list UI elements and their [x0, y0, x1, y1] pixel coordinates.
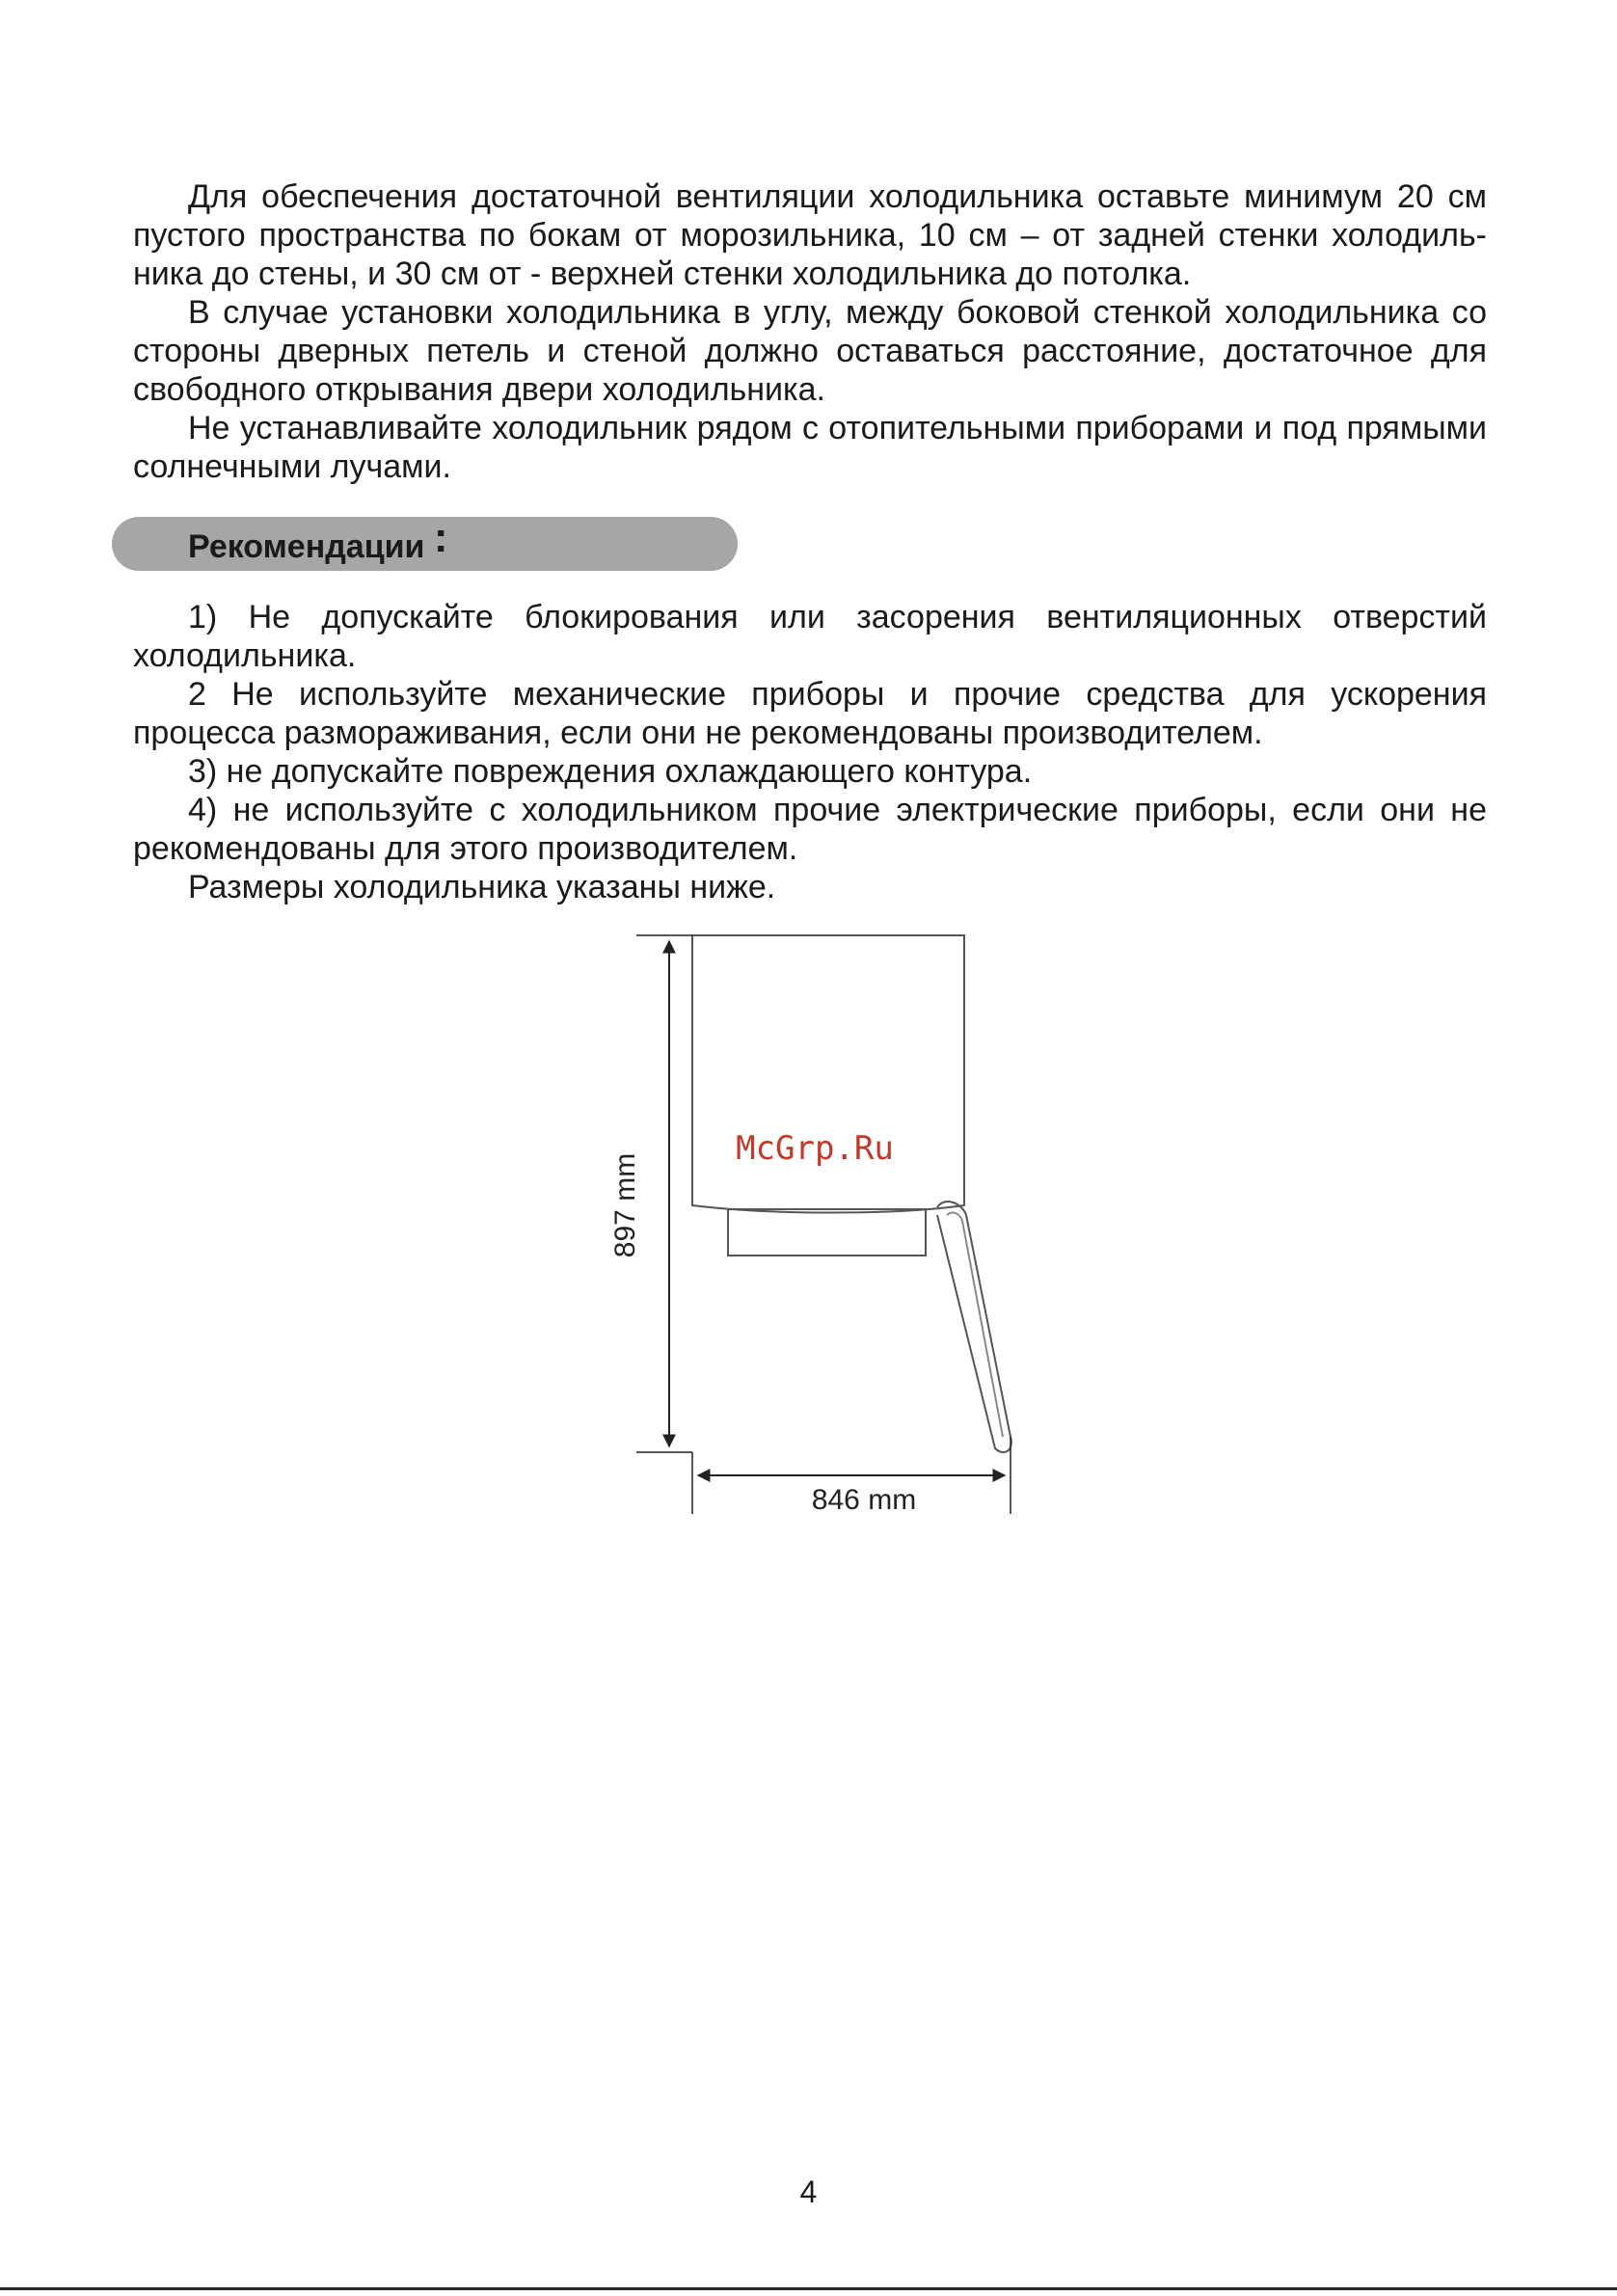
- intro-paragraph-ventilation: Для обеспечения достаточной вентиляции холодильника оставьте минимум 20 см пустого пространства по бокам от морозильника, 10 см – от задней стенки холодиль-ника до стены, и 30 см от - верхней стенки холодильника до потолка.: [133, 178, 1487, 292]
- intro-paragraph-heating: Не устанавливайте холодильник рядом с отопительными приборами и под прямыми солнечными лучами.: [133, 410, 1487, 485]
- recommendation-4: 4) не используйте с холодильником прочие электрические приборы, если они не рекомендованы для этого производителем.: [133, 792, 1487, 867]
- watermark: McGrp.Ru: [736, 1129, 894, 1168]
- recommendation-3: 3) не допускайте повреждения охлаждающего контура.: [188, 753, 1033, 790]
- dimensions-intro: Размеры холодильника указаны ниже.: [188, 869, 776, 905]
- fridge-drawer: [728, 1209, 926, 1256]
- bottom-rule: [0, 2287, 1617, 2290]
- recommendation-1: 1) Не допускайте блокирования или засорения вентиляционных отверстий холодильника.: [133, 599, 1487, 674]
- section-title: [188, 514, 448, 574]
- fridge-door-outer: [937, 1202, 1011, 1452]
- intro-paragraph-corner: В случае установки холодильника в углу, между боковой стенкой холодильника со стороны дверных петель и стеной должно оставаться расстояние, достаточное для свободного открывания двери холодильника.: [133, 294, 1487, 408]
- fridge-body: [692, 935, 964, 1213]
- fridge-dimensions-diagram: [579, 916, 1041, 1533]
- page-number: 4: [799, 2174, 818, 2209]
- width-label: 846 mm: [811, 1484, 917, 1516]
- height-dimension: [636, 935, 692, 1452]
- height-label: 897 mm: [609, 1152, 641, 1258]
- section-title-text: Рекомендации: [188, 528, 425, 565]
- fridge-outline: [692, 935, 1011, 1452]
- recommendation-2: 2 Не используйте механические приборы и прочие средства для ускорения процесса размораживания, если они не рекомендованы производителем.: [133, 676, 1487, 751]
- section-header-pill: [112, 514, 738, 571]
- section-title-colon: :: [433, 514, 448, 561]
- fridge-door-inner: [947, 1213, 1003, 1437]
